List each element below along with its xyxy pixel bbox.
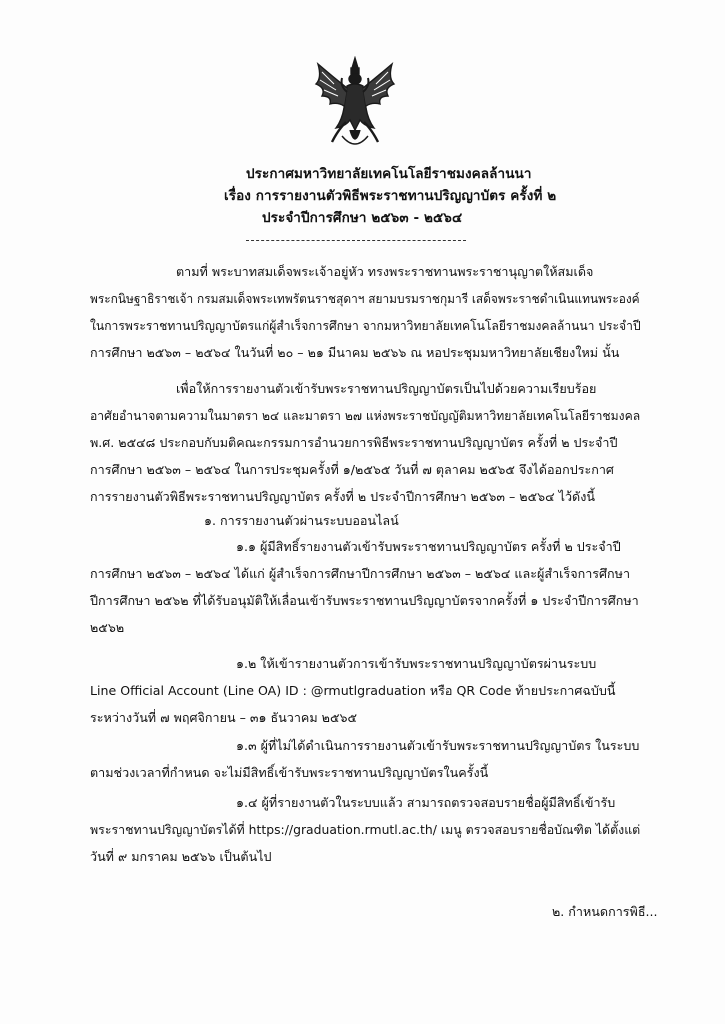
paragraph-1-line: ในการพระราชทานปริญญาบัตรแก่ผู้สำเร็จการศึกษา จากมหาวิทยาลัยเทคโนโลยีราชมงคลล้านนา ประจำปี (90, 318, 641, 333)
title-divider (246, 240, 466, 241)
clause-1-3-line: ๑.๓ ผู้ที่ไม่ได้ดำเนินการรายงานตัวเข้ารับพระราชทานปริญญาบัตร ในระบบ (236, 738, 640, 753)
announcement-title: ประกาศมหาวิทยาลัยเทคโนโลยีราชมงคลล้านนา (246, 166, 532, 182)
page-continuation-note: ๒. กำหนดการพิธี... (552, 904, 658, 919)
announcement-subject: เรื่อง การรายงานตัวพิธีพระราชทานปริญญาบัตร ครั้งที่ ๒ (224, 188, 557, 204)
section-1-heading: ๑. การรายงานตัวผ่านระบบออนไลน์ (204, 513, 399, 528)
clause-1-2-line: ๑.๒ ให้เข้ารายงานตัวการเข้ารับพระราชทานปริญญาบัตรผ่านระบบ (236, 656, 597, 671)
clause-1-1-line: การศึกษา ๒๕๖๓ – ๒๕๖๔ ได้แก่ ผู้สำเร็จการศึกษาปีการศึกษา ๒๕๖๓ – ๒๕๖๔ และผู้สำเร็จการศึกษา (90, 566, 631, 581)
clause-1-1-line: ๑.๑ ผู้มีสิทธิ์รายงานตัวเข้ารับพระราชทานปริญญาบัตร ครั้งที่ ๒ ประจำปี (236, 539, 621, 554)
clause-1-1-line: ปีการศึกษา ๒๕๖๒ ที่ได้รับอนุมัติให้เลื่อนเข้ารับพระราชทานปริญญาบัตรจากครั้งที่ ๑ ประจำปีการศึกษา (90, 593, 639, 608)
paragraph-2-line: พ.ศ. ๒๕๔๘ ประกอบกับมติคณะกรรมการอำนวยการพิธีพระราชทานปริญญาบัตร ครั้งที่ ๒ ประจำปี (90, 435, 618, 450)
paragraph-2-line: การรายงานตัวพิธีพระราชทานปริญญาบัตร ครั้งที่ ๒ ประจำปีการศึกษา ๒๕๖๓ – ๒๕๖๔ ไว้ดังนี้ (90, 489, 595, 504)
clause-1-2-line: Line Official Account (Line OA) ID : @rmutlgraduation หรือ QR Code ท้ายประกาศฉบับนี้ (90, 683, 616, 698)
paragraph-1-line: ตามที่ พระบาทสมเด็จพระเจ้าอยู่หัว ทรงพระราชทานพระราชานุญาตให้สมเด็จ (176, 264, 594, 279)
clause-1-1-line: ๒๕๖๒ (90, 620, 125, 635)
paragraph-1-line: การศึกษา ๒๕๖๓ – ๒๕๖๔ ในวันที่ ๒๐ – ๒๑ มีนาคม ๒๕๖๖ ณ หอประชุมมหาวิทยาลัยเชียงใหม่ นั้น (90, 345, 620, 360)
garuda-emblem-icon (312, 56, 398, 152)
paragraph-2-line: เพื่อให้การรายงานตัวเข้ารับพระราชทานปริญญาบัตรเป็นไปด้วยความเรียบร้อย (176, 381, 597, 396)
paragraph-2-line: อาศัยอำนาจตามความในมาตรา ๒๔ และมาตรา ๒๗ แห่งพระราชบัญญัติมหาวิทยาลัยเทคโนโลยีราชมงคล (90, 408, 641, 423)
clause-1-2-line: ระหว่างวันที่ ๗ พฤศจิกายน – ๓๑ ธันวาคม ๒๕๖๕ (90, 710, 358, 725)
announcement-academic-year: ประจำปีการศึกษา ๒๕๖๓ - ๒๕๖๔ (262, 210, 463, 226)
clause-1-4-line: ๑.๔ ผู้ที่รายงานตัวในระบบแล้ว สามารถตรวจสอบรายชื่อผู้มีสิทธิ์เข้ารับ (236, 795, 616, 810)
clause-1-4-line: พระราชทานปริญญาบัตรได้ที่ https://graduation.rmutl.ac.th/ เมนู ตรวจสอบรายชื่อบัณฑิต ได้ตั้งแต่ (90, 822, 641, 837)
clause-1-3-line: ตามช่วงเวลาที่กำหนด จะไม่มีสิทธิ์เข้ารับพระราชทานปริญญาบัตรในครั้งนี้ (90, 765, 489, 780)
paragraph-2-line: การศึกษา ๒๕๖๓ – ๒๕๖๔ ในการประชุมครั้งที่ ๑/๒๕๖๕ วันที่ ๗ ตุลาคม ๒๕๖๕ จึงได้ออกประกาศ (90, 462, 614, 477)
clause-1-4-line: วันที่ ๙ มกราคม ๒๕๖๖ เป็นต้นไป (90, 849, 272, 864)
paragraph-1-line: พระกนิษฐาธิราชเจ้า กรมสมเด็จพระเทพรัตนราชสุดาฯ สยามบรมราชกุมารี เสด็จพระราชดำเนินแทนพระองค์ (90, 291, 640, 306)
